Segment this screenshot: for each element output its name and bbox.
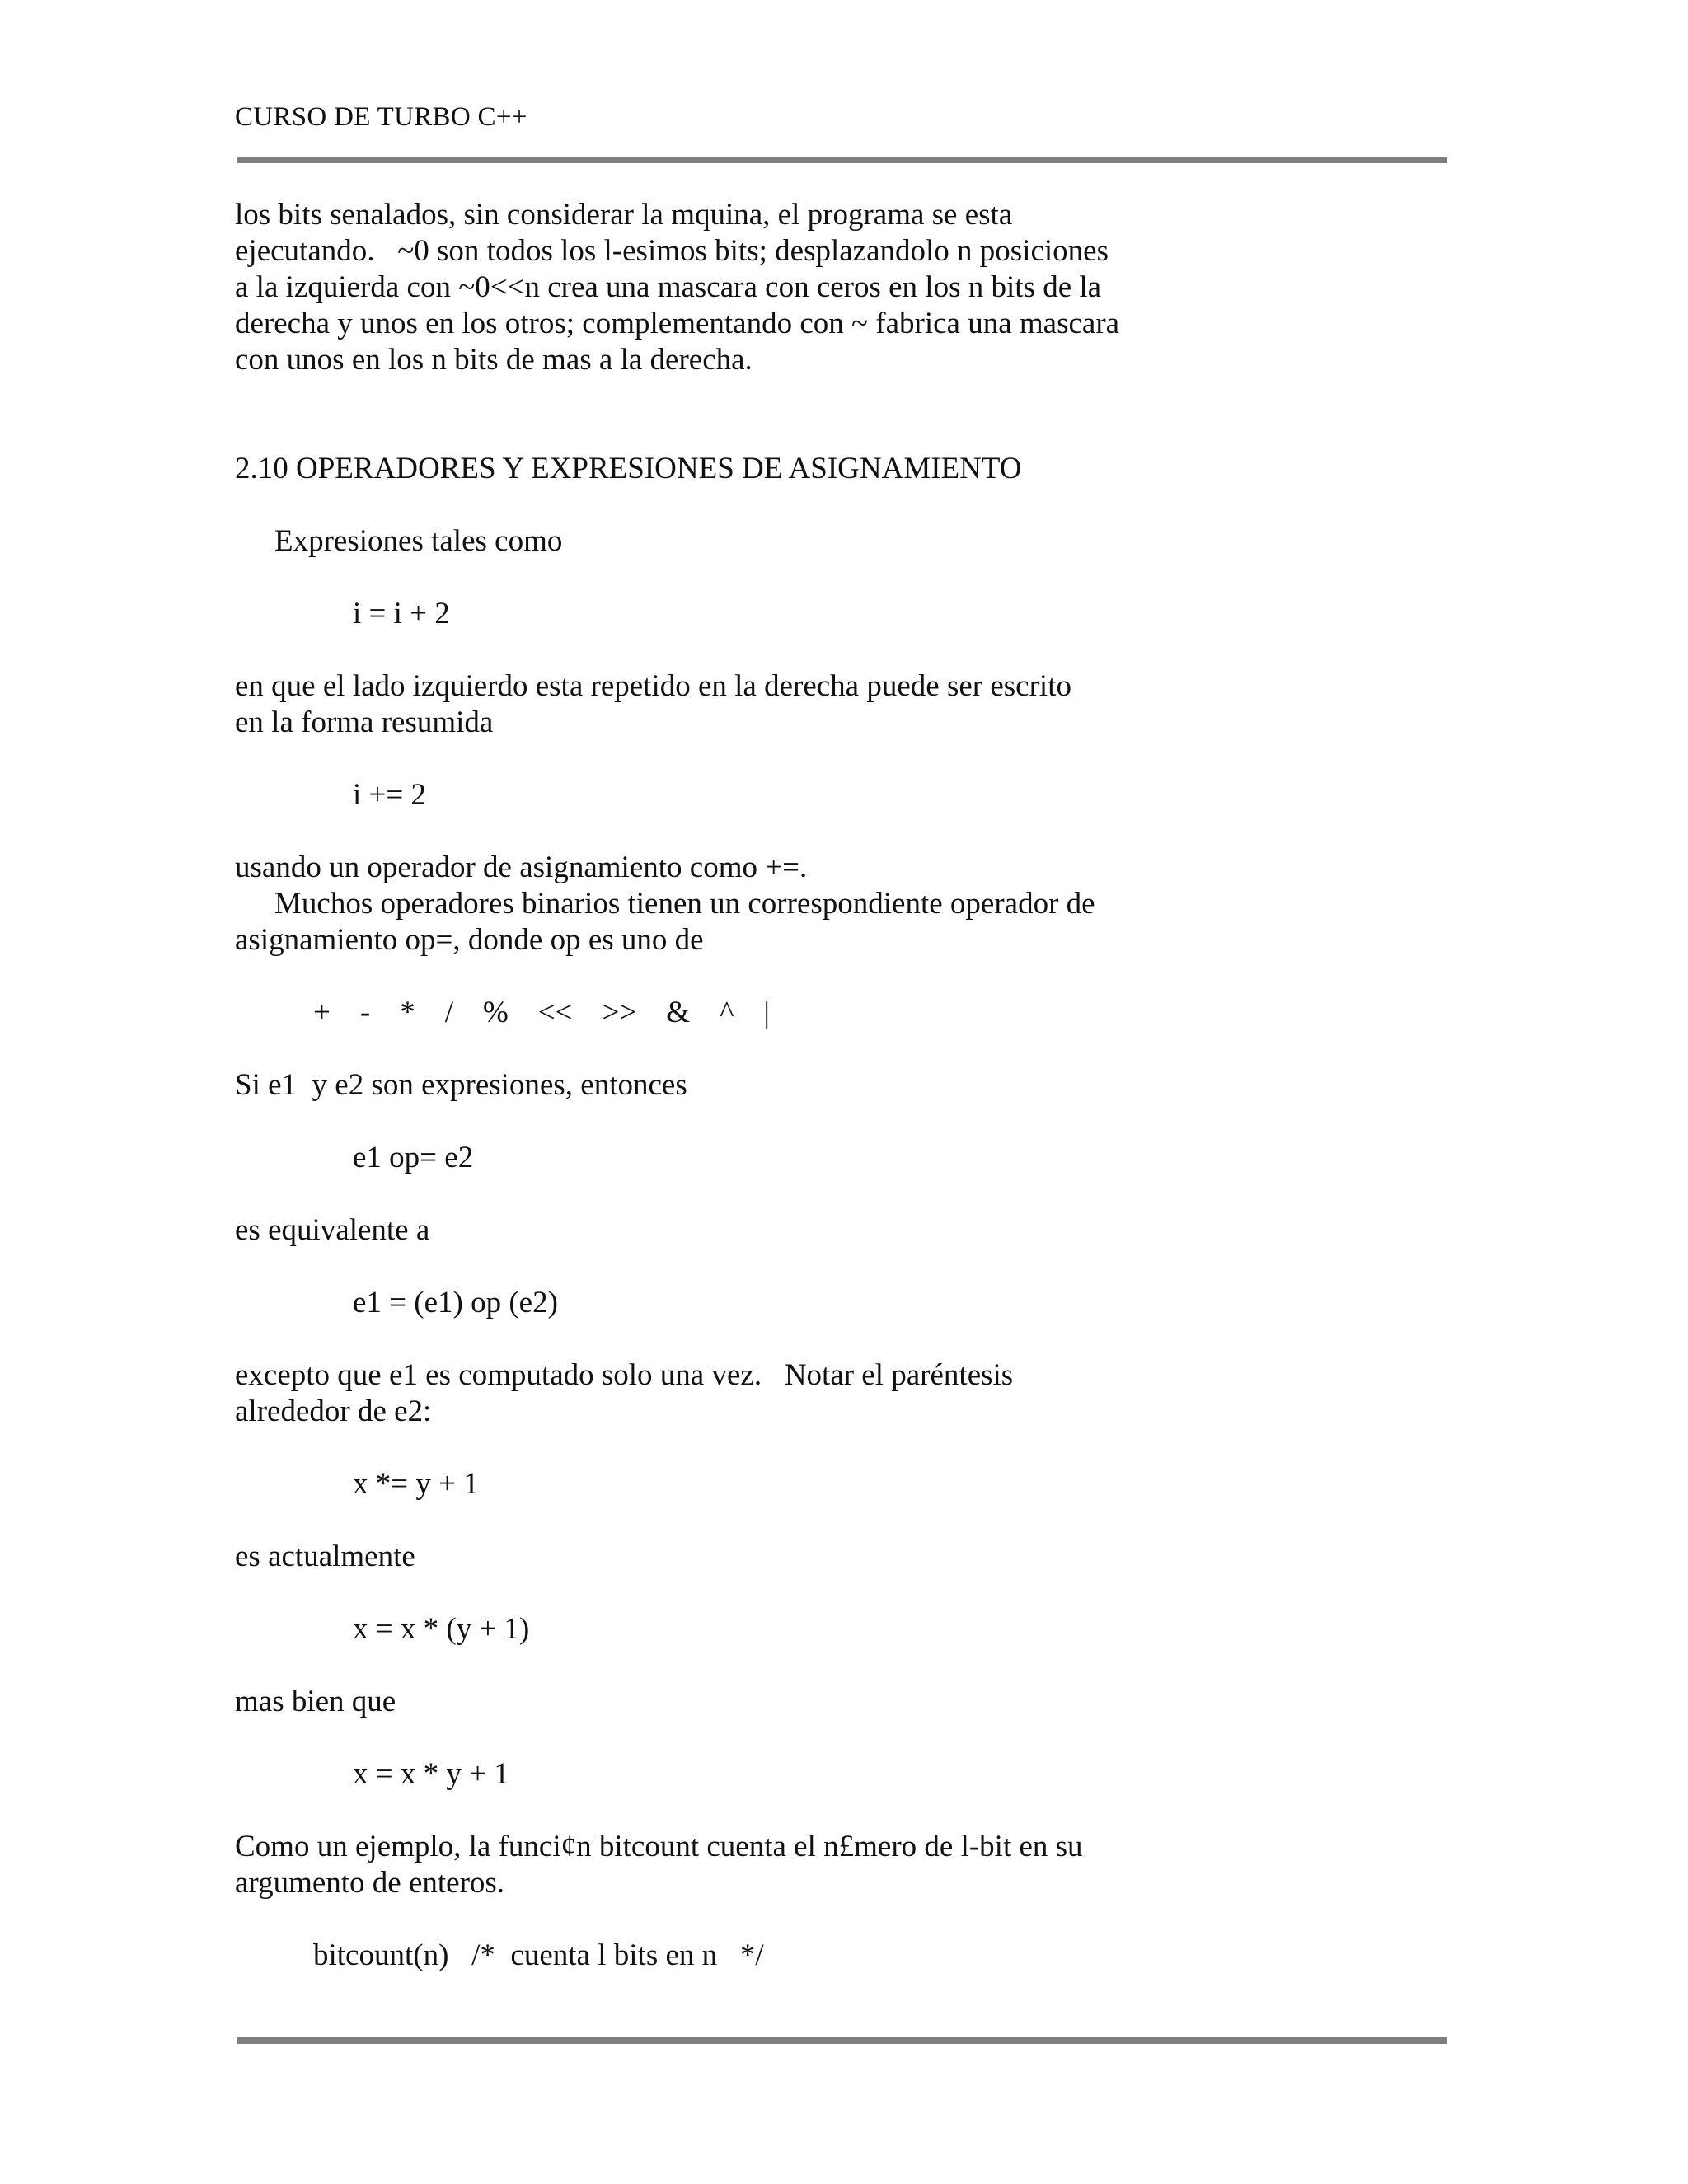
spacer xyxy=(235,1901,1488,1938)
paragraph-line: argumento de enteros. xyxy=(235,1866,505,1900)
operator-symbol: & xyxy=(666,996,691,1029)
paragraph-line: en la forma resumida xyxy=(235,705,494,739)
operator-symbol: | xyxy=(763,996,770,1029)
code-example: e1 op= e2 xyxy=(353,1141,474,1174)
document-body xyxy=(235,197,1488,1974)
paragraph-line: asignamiento op=, donde op es uno de xyxy=(235,923,704,957)
spacer xyxy=(235,1430,1488,1466)
spacer xyxy=(235,1502,1488,1539)
spacer xyxy=(235,1249,1488,1285)
paragraph-line: Si e1 y e2 son expresiones, entonces xyxy=(235,1068,687,1102)
operator-symbol: / xyxy=(444,996,453,1029)
operator-symbol: * xyxy=(400,996,415,1029)
paragraph-line: Como un ejemplo, la funci¢n bitcount cuenta el n£mero de l-bit en su xyxy=(235,1830,1083,1863)
operator-symbol: >> xyxy=(602,996,637,1029)
spacer xyxy=(235,1575,1488,1611)
code-example: i = i + 2 xyxy=(353,597,450,630)
paragraph-line: alrededor de e2: xyxy=(235,1394,432,1428)
paragraph-line: ejecutando. ~0 son todos los l-esimos bits; desplazandolo n posiciones xyxy=(235,234,1109,268)
spacer xyxy=(235,1793,1488,1829)
spacer xyxy=(235,813,1488,850)
code-example: i += 2 xyxy=(353,778,427,812)
paragraph-line: a la izquierda con ~0<<n crea una mascara con ceros en los n bits de la xyxy=(235,270,1102,304)
paragraph-line: es actualmente xyxy=(235,1540,415,1573)
spacer xyxy=(235,741,1488,777)
section-heading: 2.10 OPERADORES Y EXPRESIONES DE ASIGNAMIENTO xyxy=(235,452,1022,485)
spacer xyxy=(235,487,1488,523)
paragraph-line: en que el lado izquierdo esta repetido en la derecha puede ser escrito xyxy=(235,669,1071,703)
paragraph-line: mas bien que xyxy=(235,1685,396,1718)
code-example: x *= y + 1 xyxy=(353,1467,479,1501)
paragraph-line: derecha y unos en los otros; complementando con ~ fabrica una mascara xyxy=(235,307,1120,340)
paragraph-line: usando un operador de asignamiento como +=. xyxy=(235,851,808,884)
spacer xyxy=(235,632,1488,668)
operator-symbol: % xyxy=(482,996,509,1029)
code-example: x = x * y + 1 xyxy=(353,1757,509,1791)
spacer xyxy=(235,1031,1488,1067)
code-example: x = x * (y + 1) xyxy=(353,1612,530,1646)
spacer xyxy=(235,378,1488,451)
paragraph-line: es equivalente a xyxy=(235,1213,430,1247)
page-header-title: CURSO DE TURBO C++ xyxy=(235,102,528,132)
spacer xyxy=(235,1647,1488,1684)
paragraph-line: los bits senalados, sin considerar la mquina, el programa se esta xyxy=(235,198,1013,232)
code-example: bitcount(n) /* cuenta l bits en n */ xyxy=(313,1938,764,1972)
paragraph-line: excepto que e1 es computado solo una vez. Notar el paréntesis xyxy=(235,1358,1014,1392)
operator-list xyxy=(235,995,1488,1031)
paragraph-line: con unos en los n bits de mas a la derecha. xyxy=(235,343,753,377)
operator-symbol: + xyxy=(313,996,331,1029)
spacer xyxy=(235,1321,1488,1357)
header-divider xyxy=(237,157,1447,163)
operator-symbol: << xyxy=(537,996,573,1029)
operator-symbol: ^ xyxy=(720,996,734,1029)
spacer xyxy=(235,1104,1488,1140)
paragraph-line: Expresiones tales como xyxy=(274,524,563,558)
spacer xyxy=(235,1720,1488,1756)
paragraph-line: Muchos operadores binarios tienen un correspondiente operador de xyxy=(274,887,1095,921)
operator-symbol: - xyxy=(359,996,371,1029)
footer-divider xyxy=(237,2037,1447,2044)
spacer xyxy=(235,560,1488,596)
spacer xyxy=(235,958,1488,995)
code-example: e1 = (e1) op (e2) xyxy=(353,1286,558,1319)
spacer xyxy=(235,1176,1488,1212)
